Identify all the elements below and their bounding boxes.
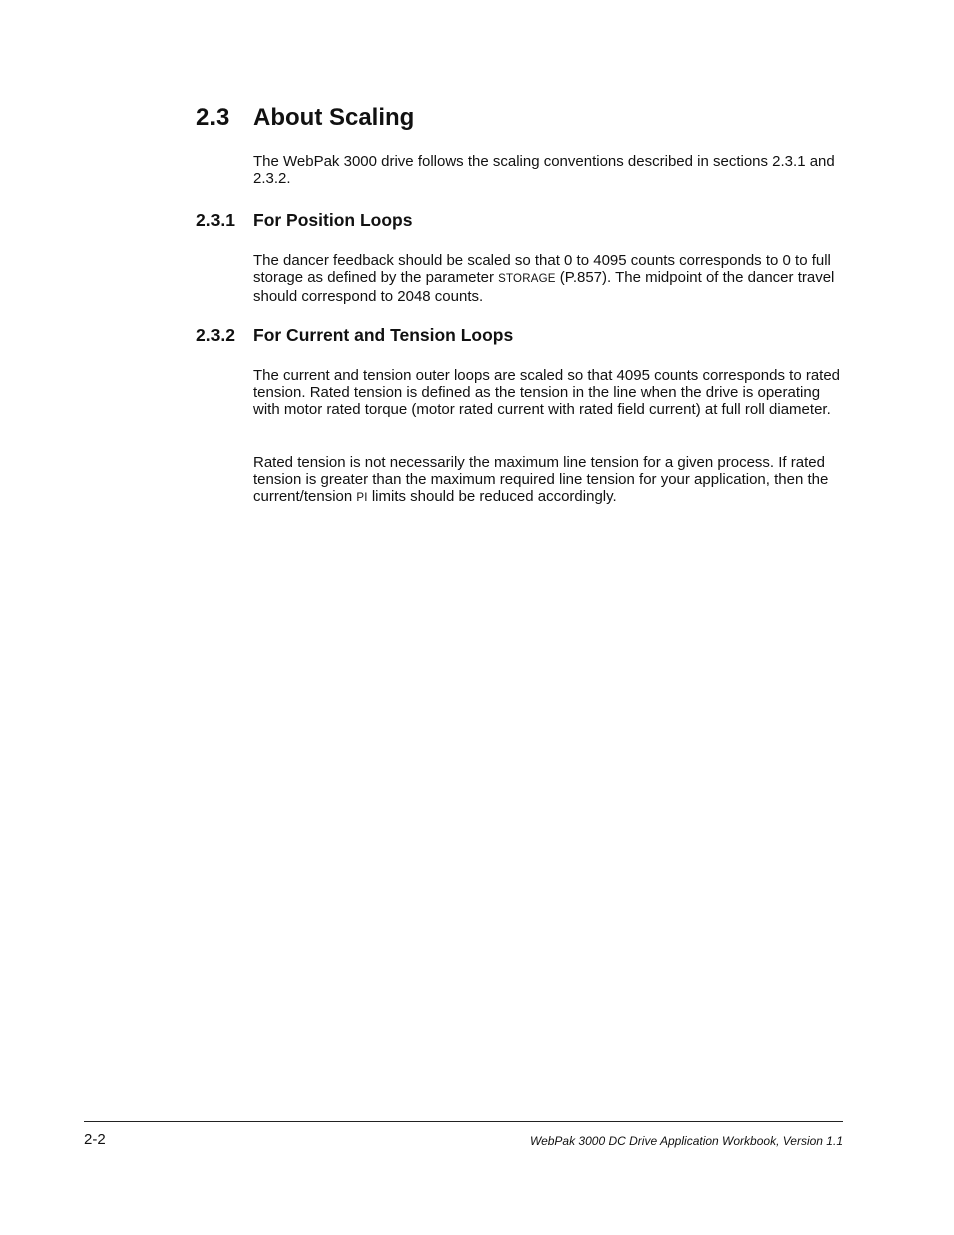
footer-document-title: WebPak 3000 DC Drive Application Workbook, Version 1.1 (529, 1134, 843, 1148)
paragraph-text: The dancer feedback should be scaled so that 0 to 4095 counts corresponds to 0 to full storage as defined by the parameter (253, 252, 831, 286)
parameter-name: STORAGE (498, 273, 556, 285)
section-number: 2.3 (196, 104, 230, 131)
footer-divider (84, 1121, 843, 1122)
section-title: About Scaling (253, 104, 415, 131)
subsection-number: 2.3.1 (196, 210, 235, 230)
abbreviation: PI (356, 492, 368, 504)
subsection-heading-position-loops (196, 210, 412, 231)
position-loops-paragraph (253, 252, 845, 305)
paragraph-text: Rated tension is not necessarily the maximum line tension for a given process. If rated tension is greater than the maximum required line tension for your application, then the current/tension (253, 454, 829, 505)
section-intro: The WebPak 3000 drive follows the scaling conventions described in sections 2.3.1 and 2.3.2. (253, 153, 835, 187)
paragraph-text: limits should be reduced accordingly. (367, 488, 617, 505)
subsection-heading-current-tension-loops (196, 325, 513, 346)
subsection-number: 2.3.2 (196, 325, 235, 345)
subsection-title: For Current and Tension Loops (253, 325, 514, 345)
current-tension-paragraph-2 (253, 454, 845, 507)
current-tension-paragraph-1: The current and tension outer loops are scaled so that 4095 counts corresponds to rated tension. Rated tension is defined as the tension in the line when the drive is operating with motor rated torque (motor rated current with rated field current) at full roll diameter. (253, 367, 841, 418)
section-heading (196, 104, 414, 132)
page-number: 2-2 (84, 1131, 106, 1148)
subsection-title: For Position Loops (253, 210, 413, 230)
paragraph-text: (P.857). The midpoint of the dancer travel should correspond to 2048 counts. (253, 269, 835, 305)
